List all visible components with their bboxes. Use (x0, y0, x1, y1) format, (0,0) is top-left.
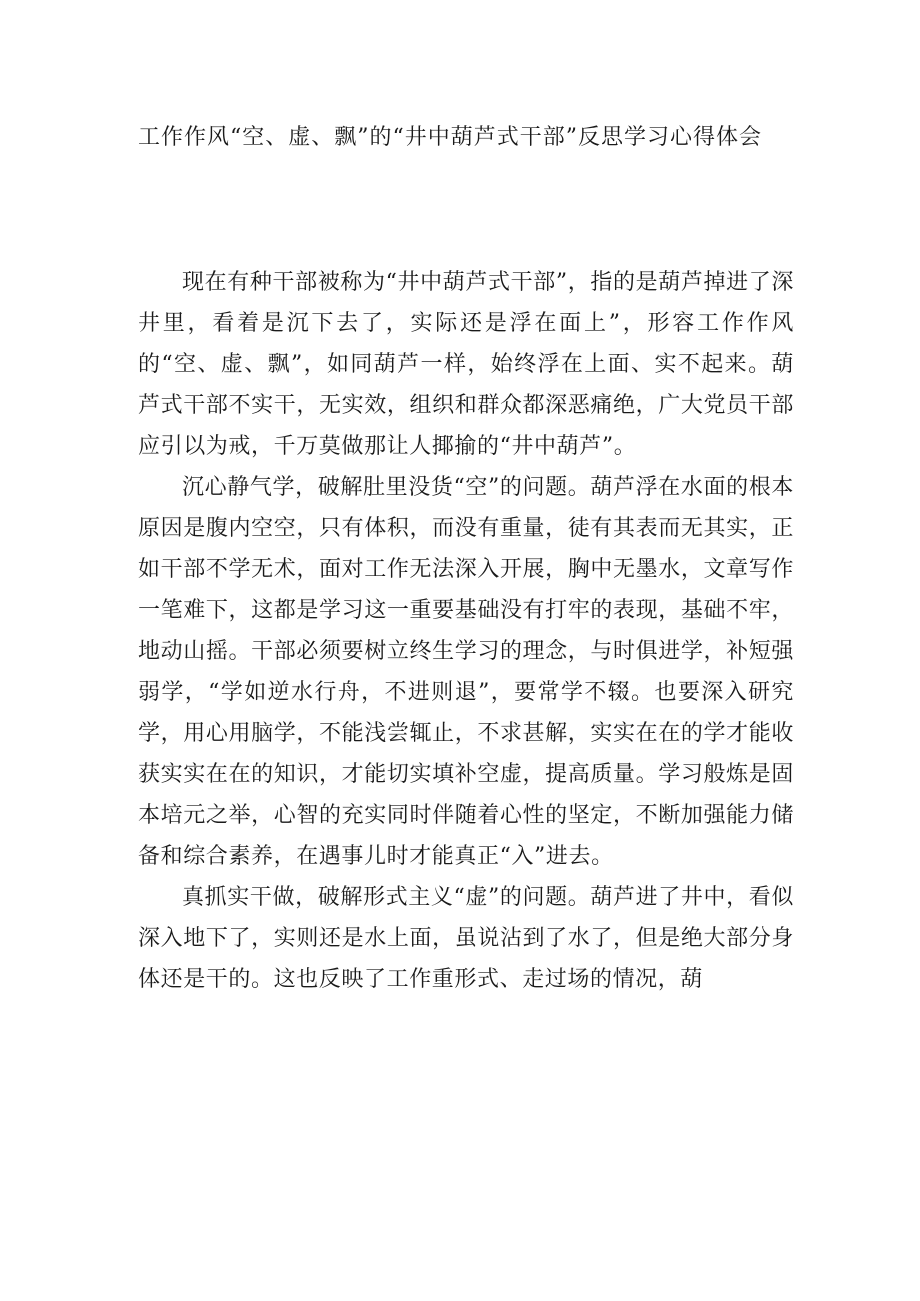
paragraph-study: 沉心静气学，破解肚里没货“空”的问题。葫芦浮在水面的根本原因是腹内空空，只有体积，而没有重量，徒有其表而无其实，正如干部不学无术，面对工作无法深入开展，胸中无墨水，文章写作一笔难下，这都是学习这一重要基础没有打牢的表现，基础不牢，地动山摇。干部必须要树立终生学习的理念，与时俱进学，补短强弱学，“学如逆水行舟，不进则退”，要常学不辍。也要深入研究学，用心用脑学，不能浅尝辄止，不求甚解，实实在在的学才能收获实实在在的知识，才能切实填补空虚，提高质量。学习般炼是固本培元之举，心智的充实同时伴随着心性的坚定，不断加强能力储备和综合素养，在遇事儿时才能真正“入”进去。 (138, 475, 794, 869)
document-body (138, 262, 794, 1000)
document-title: 工作作风“空、虚、飘”的“井中葫芦式干部”反思学习心得体会 (138, 125, 762, 150)
paragraph-intro: 现在有种干部被称为“井中葫芦式干部”，指的是葫芦掉进了深井里，看着是沉下去了，实际还是浮在面上”，形容工作作风的“空、虚、飘”，如同葫芦一样，始终浮在上面、实不起来。葫芦式干部不实干，无实效，组织和群众都深恶痛绝，广大党员干部应引以为戒，千万莫做那让人揶揄的“井中葫芦”。 (138, 270, 794, 459)
paragraph-action: 真抓实干做，破解形式主义“虚”的问题。葫芦进了井中，看似深入地下了，实则还是水上面，虽说沾到了水了，但是绝大部分身体还是干的。这也反映了工作重形式、走过场的情况，葫 (138, 885, 794, 992)
